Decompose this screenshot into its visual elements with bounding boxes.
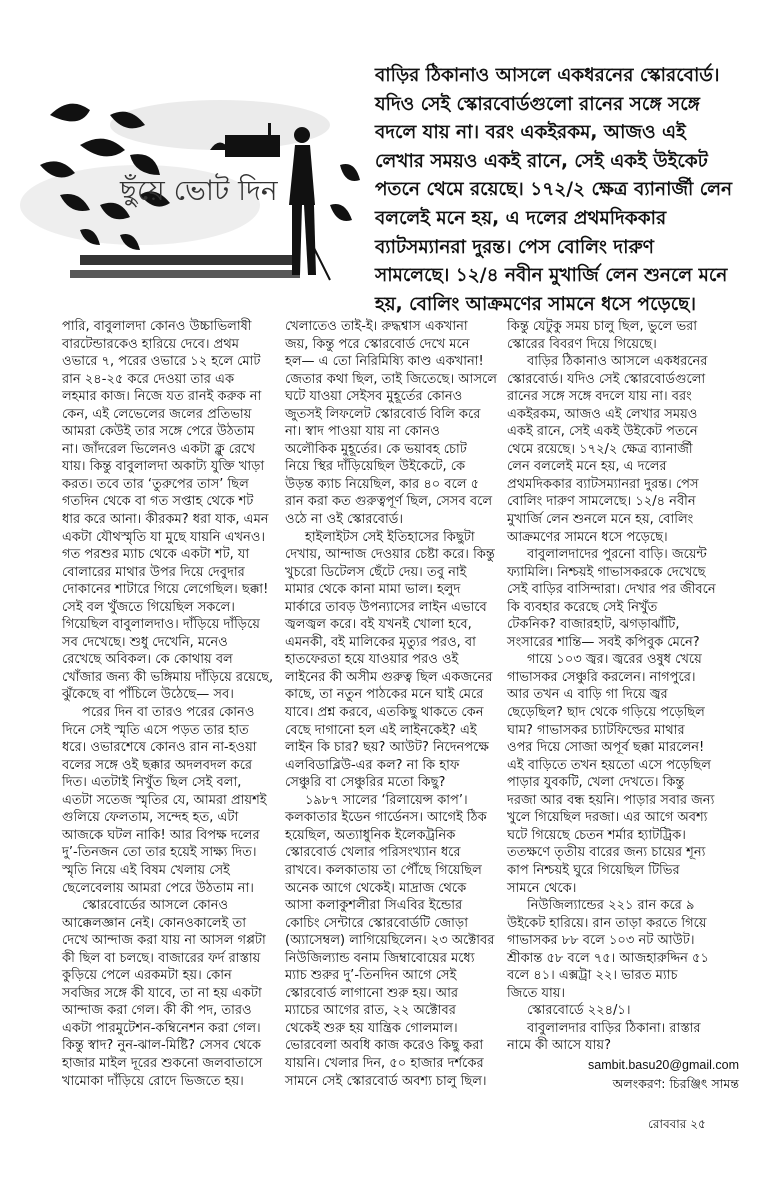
paragraph xyxy=(507,897,739,1002)
pull-quote-line: ব্যাটসম্যানরা দুরন্ত। পেস বোলিং দারুণ xyxy=(375,236,654,258)
text-line: কাছে, তা নতুন পাঠকের মনে ঘাই মেরে xyxy=(285,687,484,703)
text-line: ওপর দিয়ে সোজা অপূর্ব ছক্কা মারলেন! xyxy=(507,740,705,756)
text-line: রেখেছে অবিকল। কে কোথায় বল xyxy=(62,652,233,668)
text-line: স্মৃতি নিয়ে এই বিষম খেলায় সেই xyxy=(62,862,230,878)
pull-quote-line: হয়, বোলিং আক্রমণের সামনে ধসে পড়েছে। xyxy=(375,293,696,315)
text-line: এতটা সতেজ স্মৃতির যে, আমরা প্রায়শই xyxy=(62,792,267,808)
text-line: উড়ন্ত ক্যাচ নিয়েছিল, কার ৪০ বলে ৫ xyxy=(285,476,480,492)
text-line: লেন বললেই মনে হয়, এ দলের xyxy=(507,459,667,475)
article-illustration xyxy=(20,55,370,305)
text-line: ধার করে আনা। কীরকম? ধরা যাক, এমন xyxy=(62,512,269,528)
text-line: গতদিন থেকে বা গত সপ্তাহ থেকে শট xyxy=(62,494,254,510)
paragraph xyxy=(62,318,280,704)
text-line: দিত। এতটাই নিখুঁত ছিল সেই বলা, xyxy=(62,775,242,791)
pull-quote-line: যদিও সেই স্কোরবোর্ডগুলো রানের সঙ্গে সঙ্গে xyxy=(375,93,700,115)
paragraph xyxy=(507,1002,739,1020)
text-line: পারি, বাবুলালদা কোনও উচ্চাভিলাষী xyxy=(62,319,252,334)
article-column-1 xyxy=(62,318,280,1090)
text-line: ঘটে গিয়েছে চেতন শর্মার হ্যাটট্রিক। xyxy=(507,827,686,843)
text-line: অনেক আগে থেকেই। মাদ্রাজ থেকে xyxy=(285,880,467,896)
text-line: জেতার কথা ছিল, তাই জিতেছে। আসলে xyxy=(285,371,497,387)
text-line: ম্যাচ শুরুর দু’-তিনদিন আগে সেই xyxy=(285,968,457,984)
text-line: রান ২৪-২৫ করে দেওয়া তার এক xyxy=(62,371,235,387)
text-line: রান করা কত গুরুত্বপূর্ণ ছিল, সেসব বলে xyxy=(285,494,493,510)
text-line: থেকেই শুরু হয় যান্ত্রিক গোলমাল। xyxy=(285,1020,458,1036)
text-line: সব দেখেছে। শুধু দেখেনি, মনেও xyxy=(62,634,228,650)
text-line: না। স্বাদ পাওয়া যায় না কোনও xyxy=(285,424,440,440)
text-line: সেই বাড়ির বাসিন্দারা। দেখার পর জীবনে xyxy=(507,582,716,598)
text-line: দু’-তিনজন তো তার হয়েই সাক্ষ্য দিত। xyxy=(62,845,257,861)
text-line: লাইনের কী অসীম গুরুত্ব ছিল একজনের xyxy=(285,669,493,685)
text-line: গাভাসকর ৮৮ বলে ১০৩ নট আউট। xyxy=(507,933,695,949)
text-line: লাইন কি চার? ছয়? আউট? নিদেনপক্ষে xyxy=(285,740,489,756)
text-line: স্কোরবোর্ডের আসলে কোনও xyxy=(82,898,229,914)
text-line: ঝুঁকেছে বা পাঁচিলে উঠেছে— সব। xyxy=(62,687,234,703)
text-line: ওঠে না ওই স্কোরবোর্ড। xyxy=(285,512,404,528)
text-line: না। জাঁদরেল ভিলেনও একটা ক্লু রেখে xyxy=(62,441,255,457)
text-line: খেলাতেও তাই-ই। রুদ্ধশ্বাস একখানা xyxy=(285,319,468,334)
text-line: বাবুলালদাদের পুরনো বাড়ি। জয়েন্ট xyxy=(527,547,707,563)
text-line: খুচরো ডিটেলস ছেঁটে দেয়। তবু নাই xyxy=(285,564,467,580)
text-line: ঘটে যাওয়া সেইসব মুহূর্তের কোনও xyxy=(285,389,463,405)
text-line: বোলারের মাথার উপর দিয়ে দেবুদার xyxy=(62,564,245,580)
paragraph xyxy=(507,546,739,651)
text-line: নিউজিল্যান্ড বনাম জিম্বাবোয়ের মধ্যে xyxy=(285,950,475,966)
text-line: আজকে ঘটল নাকি! আর বিপক্ষ দলের xyxy=(62,827,260,843)
text-line: একটা পারমুটেশন-কম্বিনেশন করা গেল। xyxy=(62,1020,261,1036)
text-line: টেকনিক? বাজারহাট, ঝগড়াঝাঁটি, xyxy=(507,617,680,633)
text-line: গত পরশুর ম্যাচ থেকে একটা শট, যা xyxy=(62,547,250,563)
text-line: ছেড়েছিল? ছাদ থেকে গড়িয়ে পড়েছিল xyxy=(507,705,705,721)
text-line: কুড়িয়ে পেলে এরকমটা হয়। কোন xyxy=(62,968,232,984)
text-line: স্কোরের বিবরণ দিয়ে গিয়েছে। xyxy=(507,336,657,352)
text-line: স্কোরবোর্ড লাগানো শুরু হয়। আর xyxy=(285,985,459,1001)
text-line: আক্কেলজ্ঞান নেই। কোনওকালেই তা xyxy=(62,915,246,931)
text-line: মামার থেকে কানা মামা ভাল। হলুদ xyxy=(285,582,461,598)
text-line: আমরা কেউই তার সঙ্গে পেরে উঠতাম xyxy=(62,424,255,440)
pull-quote xyxy=(375,62,767,319)
page-footer: রোববার ২৫ xyxy=(648,1117,706,1131)
text-line: মার্কারে তাবড় উপন্যাসের লাইন এভাবে xyxy=(285,599,487,615)
text-line: হাতফেরতা হয়ে যাওয়ার পরও ওই xyxy=(285,652,459,668)
text-line: সবজির সঙ্গে কী যাবে, তা না হয় একটা xyxy=(62,985,262,1001)
text-line: (অ্যাসেম্বল) লাগিয়েছিলেন। ২৩ অক্টোবর xyxy=(285,933,495,949)
text-line: পরের দিন বা তারও পরের কোনও xyxy=(82,705,255,721)
paragraph xyxy=(285,792,503,1090)
text-line: গাভাসকর সেঞ্চুরি করলেন। নাগপুরে। xyxy=(507,669,696,685)
text-line: সেঞ্চুরি বা সেঞ্চুরির মতো কিছু? xyxy=(285,775,446,791)
text-line: জ্বলজ্বল করে। বই যখনই খোলা হবে, xyxy=(285,617,472,633)
paragraph xyxy=(507,1020,739,1055)
text-line: কিন্তু স্বাদ? নুন-ঝাল-মিষ্টি? সেসব থেকে xyxy=(62,1038,261,1054)
text-line: বারটেন্ডারকেও হারিয়ে দেবে। প্রথম xyxy=(62,336,239,352)
text-line: বাড়ির ঠিকানাও আসলে একধরনের xyxy=(527,354,708,370)
text-line: নিউজিল্যান্ডের ২২১ রান করে ৯ xyxy=(527,898,695,914)
text-line: থেমে রয়েছে। ১৭২/২ ক্ষেত্র ব্যানার্জী xyxy=(507,441,693,457)
text-line: দিনে সেই স্মৃতি এসে পড়ত তার হাত xyxy=(62,722,249,738)
text-line: হল— এ তো নিরিমিষ্যি কাণ্ড একখানা! xyxy=(285,354,484,370)
text-line: বাবুলালদার বাড়ির ঠিকানা। রাস্তার xyxy=(527,1020,701,1036)
text-line: দেখে আন্দাজ করা যায় না আসল গপ্পটা xyxy=(62,933,266,949)
text-line: কিন্তু যেটুকু সময় চালু ছিল, ভুলে ভরা xyxy=(507,319,698,334)
text-line: যায়নি। খেলার দিন, ৫০ হাজার দর্শকের xyxy=(285,1055,484,1071)
text-line: ততক্ষণে তৃতীয় বারের জন্য চায়ের শূন্য xyxy=(507,845,706,861)
text-line: ভোরবেলা অবধি কাজ করেও কিছু করা xyxy=(285,1038,484,1054)
text-line: গায়ে ১০৩ জ্বর। জ্বরের ওষুধ খেয়ে xyxy=(527,652,702,668)
paragraph xyxy=(285,529,503,792)
text-line: এমনকী, বই মালিকের মৃত্যুর পরও, বা xyxy=(285,634,476,650)
author-email-link[interactable]: sambit.basu20@gmail.com xyxy=(588,1057,739,1072)
text-line: হয়েছিল, অত্যাধুনিক ইলেকট্রনিক xyxy=(285,827,456,843)
text-line: কী ছিল বা চলছে। বাজারের ফর্দ রাস্তায় xyxy=(62,950,261,966)
text-line: খোঁজার জন্য কী ভঙ্গিমায় দাঁড়িয়ে রয়েছে, xyxy=(62,669,274,685)
paragraph xyxy=(62,704,280,897)
text-line: একইরকম, আজও এই লেখার সময়ও xyxy=(507,406,698,422)
text-line: দেখায়, আন্দাজ দেওয়ার চেষ্টা করে। কিন্তু xyxy=(285,547,495,563)
text-line: গিয়েছিল বাবুলালদাও। দাঁড়িয়ে দাঁড়িয়ে xyxy=(62,617,260,633)
text-line: সংসারের শান্তি— সবই কপিবুক মেনে? xyxy=(507,634,700,650)
text-line: মুখার্জি লেন শুনলে মনে হয়, বোলিং xyxy=(507,512,694,528)
text-line: কি ব্যবহার করেছে সেই নিখুঁত xyxy=(507,599,658,615)
text-line: একটা যৌথস্মৃতি যা মুছে যায়নি এখনও। xyxy=(62,529,266,545)
text-line: ওভারে ৭, পরের ওভারে ১২ হলে মোট xyxy=(62,354,261,370)
text-line: দরজা আর বন্ধ হয়নি। পাড়ার সবার জন্য xyxy=(507,792,715,808)
text-line: হাইলাইটস সেই ইতিহাসের কিছুটা xyxy=(305,529,475,545)
paragraph xyxy=(507,651,739,897)
pull-quote-line: লেখার সময়ও একই রানে, সেই একই উইকেট xyxy=(375,150,708,172)
text-line: ম্যাচের আগের রাত, ২২ অক্টোবর xyxy=(285,1003,456,1019)
text-line: কেন, এই লেভেলের জলের প্রতিভায় xyxy=(62,406,252,422)
text-line: প্রথমদিককার ব্যাটসম্যানরা দুরন্ত। পেস xyxy=(507,476,699,492)
text-line: লহমার কাজ। নিজে যত রানই করুক না xyxy=(62,389,262,405)
text-line: ১৯৮৭ সালের ‘রিলায়েন্স কাপ’। xyxy=(305,792,468,808)
text-line: ফ্যামিলি। নিশ্চয়ই গাভাসকরকে দেখেছে xyxy=(507,564,706,580)
text-line: গুলিয়ে ফেলতাম, সন্দেহ হত, এটা xyxy=(62,810,239,826)
text-line: শ্রীকান্ত ৫৮ বলে ৭৫। আজহারুদ্দিন ৫১ xyxy=(507,950,709,966)
text-line: করত। তবে তার ‘তুরুপের তাস’ ছিল xyxy=(62,476,249,492)
text-line: নিয়ে স্থির দাঁড়িয়েছিল উইকেটে, কে xyxy=(285,459,466,475)
text-line: খামোকা দাঁড়িয়ে রোদে ভিজতে হয়। xyxy=(62,1073,244,1089)
text-line: কোচিং সেন্টারে স্কোরবোর্ডটি জোড়া xyxy=(285,915,468,931)
text-line: এলবিডাব্লিউ-এর কল? না কি হাফ xyxy=(285,757,460,773)
text-line: জয়, কিন্তু পরে স্কোরবোর্ড দেখে মনে xyxy=(285,336,470,352)
text-line: জিতে যায়। xyxy=(507,985,566,1001)
text-line: ধরে। ওভারশেষে কোনও রান না-হওয়া xyxy=(62,740,257,756)
paragraph xyxy=(507,318,739,353)
text-line: ঘাম? গাভাসকর চ্যাটফিল্ডের মাথার xyxy=(507,722,685,738)
text-line: বলে ৪১। এক্সট্রা ২২। ভারত ম্যাচ xyxy=(507,968,678,984)
text-line: অলৌকিক মুহূর্তের। কে ভয়াবহ চোট xyxy=(285,441,467,457)
text-line: এই বাড়িতে তখন হয়তো এসে পড়েছিল xyxy=(507,757,711,773)
text-line: হাজার মাইল দূরের শুকনো জলবাতাসে xyxy=(62,1055,263,1071)
text-line: নামে কী আসে যায়? xyxy=(507,1038,611,1054)
article-column-2 xyxy=(285,318,503,1090)
text-line: আক্রমণের সামনে ধসে পড়েছে। xyxy=(507,529,668,545)
text-line: উইকেট হারিয়ে। রান তাড়া করতে গিয়ে xyxy=(507,915,707,931)
text-line: ছেলেবেলায় আমরা পেরে উঠতাম না। xyxy=(62,880,254,896)
pull-quote-line: পতনে থেমে রয়েছে। ১৭২/২ ক্ষেত্র ব্যানার্জী লেন xyxy=(375,179,733,201)
paragraph xyxy=(285,318,503,529)
text-line: বেছে দাগানো হল এই লাইনকেই? এই xyxy=(285,722,477,738)
text-line: দোকানের শাটারে গিয়ে লেগেছিল। ছক্কা! xyxy=(62,582,269,598)
illustration-credit: অলংকরণ: চিরঞ্জিৎ সামন্ত xyxy=(612,1075,739,1091)
text-line: একই রানে, সেই একই উইকেট পতনে xyxy=(507,424,698,440)
paragraph xyxy=(62,897,280,1090)
illustration-lettering: ছুঁয়ে ভোট দিন xyxy=(120,174,278,207)
text-line: আন্দাজ করা গেল। কী কী পদ, তারও xyxy=(62,1003,252,1019)
text-line: কাপ নিশ্চয়ই ঘুরে গিয়েছিল টিভির xyxy=(507,862,680,878)
text-line: জুতসই লিফলেট স্কোরবোর্ড বিলি করে xyxy=(285,406,481,422)
text-line: যায়। কিন্তু বাবুলালদা অকাট্য যুক্তি খাড়া xyxy=(62,459,265,475)
text-line: রানের সঙ্গে সঙ্গে বদলে যায় না। বরং xyxy=(507,389,692,405)
pull-quote-line: বদলে যায় না। বরং একইরকম, আজও এই xyxy=(375,122,686,144)
text-line: বলের সঙ্গে ওই ছক্কার অদলবদল করে xyxy=(62,757,253,773)
text-line: সেই বল খুঁজতে গিয়েছিল সকলে। xyxy=(62,599,235,615)
text-line: সামনে থেকে। xyxy=(507,880,577,896)
text-line: স্কোরবোর্ড। যদিও সেই স্কোরবোর্ডগুলো xyxy=(507,371,706,387)
paragraph xyxy=(507,353,739,546)
text-line: রাখবে। কলকাতায় তা পৌঁছে গিয়েছিল xyxy=(285,862,482,878)
article-column-3 xyxy=(507,318,739,1092)
text-line: আসা কলাকুশলীরা সিএবির ইন্ডোর xyxy=(285,898,463,914)
text-line: আর তখন এ বাড়ি গা দিয়ে জ্বর xyxy=(507,687,668,703)
pull-quote-line: বললেই মনে হয়, এ দলের প্রথমদিককার xyxy=(375,207,667,229)
text-line: স্কোরবোর্ড খেলার পরিসংখ্যান ধরে xyxy=(285,845,461,861)
text-line: যাবে। প্রশ্ন করবে, এতকিছু থাকতে কেন xyxy=(285,705,484,721)
text-line: বোলিং দারুণ সামলেছে। ১২/৪ নবীন xyxy=(507,494,696,510)
text-line: পাড়ার যুবকটি, খেলা দেখতে। কিন্তু xyxy=(507,775,685,791)
text-line: সামনে সেই স্কোরবোর্ড অবশ্য চালু ছিল। xyxy=(285,1073,487,1089)
pull-quote-line: সামলেছে। ১২/৪ নবীন মুখার্জি লেন শুনলে মনে xyxy=(375,265,728,287)
text-line: কলকাতার ইডেন গার্ডেনস। আগেই ঠিক xyxy=(285,810,487,826)
text-line: খুলে গিয়েছিল দরজা। এর আগে অবশ্য xyxy=(507,810,708,826)
text-line: স্কোরবোর্ডে ২২৪/১। xyxy=(527,1003,631,1019)
pull-quote-line: বাড়ির ঠিকানাও আসলে একধরনের স্কোরবোর্ড। xyxy=(375,65,720,86)
